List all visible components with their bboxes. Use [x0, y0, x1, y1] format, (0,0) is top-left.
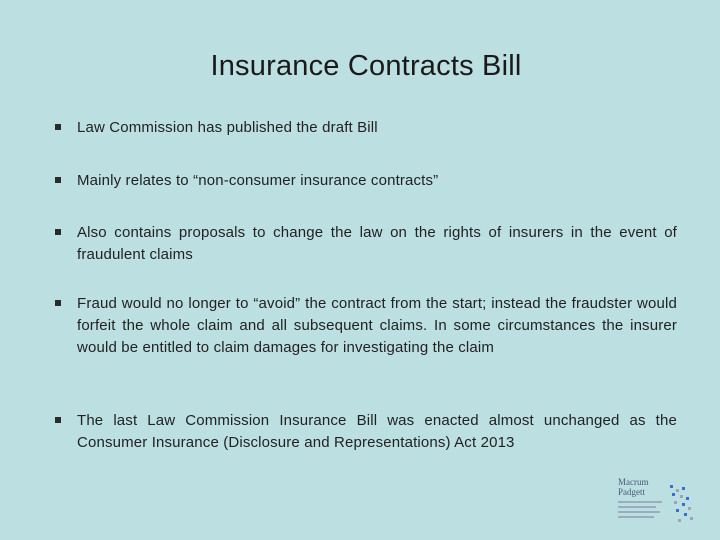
logo-dot — [688, 507, 691, 510]
bullet-text: Law Commission has published the draft Bill — [77, 119, 378, 136]
logo-dot — [678, 519, 681, 522]
logo-dot — [670, 485, 673, 488]
bullet-text: The last Law Commission Insurance Bill was enacted almost unchanged as the Consumer Insurance (Disclosure and Representations) Act 2013 — [77, 412, 677, 451]
bullet-marker-icon — [55, 229, 61, 235]
bullet-marker-icon — [55, 417, 61, 423]
logo-dot — [680, 495, 683, 498]
logo-dot — [686, 497, 689, 500]
logo-dot — [682, 503, 685, 506]
logo-dot — [672, 493, 675, 496]
logo-dot — [684, 513, 687, 516]
logo-text-line — [618, 511, 660, 513]
bullet-marker-icon — [55, 300, 61, 306]
logo-text-line — [618, 501, 662, 503]
logo-dot — [690, 517, 693, 520]
logo-text-line — [618, 516, 654, 518]
bullet-text: Fraud would no longer to “avoid” the contract from the start; instead the fraudster would forfeit the whole claim and all subsequent claims. In some circumstances the insurer would be entitled to claim damages for investigating the claim — [77, 295, 677, 356]
logo-dot — [682, 487, 685, 490]
bullet-text: Also contains proposals to change the law on the rights of insurers in the event of fraudulent claims — [77, 224, 677, 263]
firm-logo — [618, 477, 698, 527]
logo-text-line — [618, 506, 656, 508]
logo-dot — [674, 501, 677, 504]
logo-name-line-2: Padgett — [618, 487, 645, 497]
logo-dot — [676, 509, 679, 512]
bullet-marker-icon — [55, 177, 61, 183]
bullet-marker-icon — [55, 124, 61, 130]
logo-name-line-1: Macrum — [618, 477, 649, 487]
logo-dot — [676, 489, 679, 492]
slide-title: Insurance Contracts Bill — [210, 50, 522, 82]
bullet-text: Mainly relates to “non-consumer insurance contracts” — [77, 172, 439, 189]
